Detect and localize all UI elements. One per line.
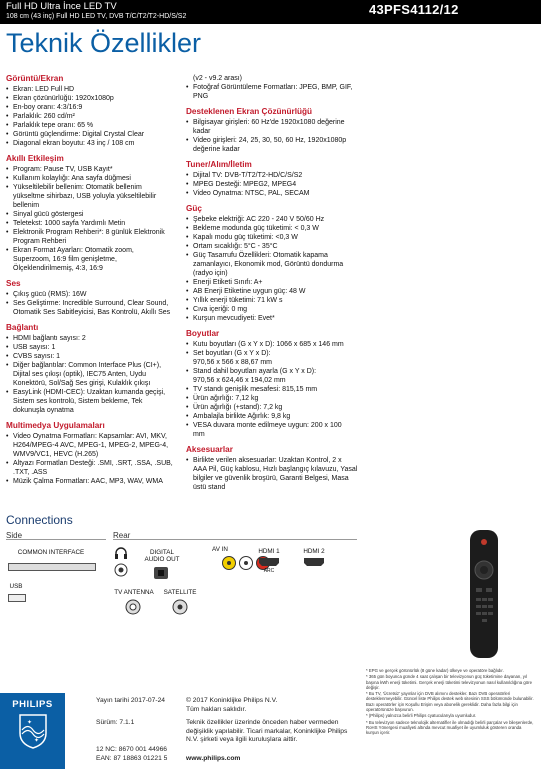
spec-item-continuation: H264/MPEG-4 AVC, MPEG-1, MPEG-2, MPEG-4,	[13, 442, 169, 449]
section-heading: Bağlantı	[6, 323, 39, 332]
publish-date: Yayın tarihi 2017-07-24	[96, 697, 166, 704]
spec-item: • Diğer bağlantılar: Common Interface Plus (CI+),	[6, 361, 178, 370]
footnote: * (Philips) yalnızca belirli Philips cyatucularıyla uyumludur.	[366, 713, 477, 719]
spec-item: • Bilgisayar girişleri: 60 Hz'de 1920x1080 değerine	[186, 118, 358, 127]
section-heading: Desteklenen Ekran Çözünürlüğü	[186, 107, 313, 116]
spec-item: • Ses Geliştirme: Incredible Surround, Clear Sound,	[6, 299, 178, 308]
spec-item: • Görüntü güçlendirme: Digital Crystal Clear	[6, 130, 178, 139]
spec-item: • MPEG Desteği: MPEG2, MPEG4	[186, 180, 358, 189]
hdmi1-label: HDMI 1	[258, 548, 280, 555]
spec-item-continuation: Superzoom, 16:9 film genişletme,	[13, 256, 117, 263]
digital-audio-label-line2: AUDIO OUT	[144, 556, 180, 563]
tv-antenna-label: TV ANTENNA	[114, 589, 154, 596]
spec-item-continuation: kadar	[193, 128, 211, 135]
section-heading: Akıllı Etkileşim	[6, 154, 64, 163]
connections-title: Connections	[6, 513, 73, 527]
spec-item: • CVBS sayısı: 1	[6, 352, 178, 361]
section-heading: Görüntü/Ekran	[6, 74, 64, 83]
spec-item: • Teletekst: 1000 sayfa Yardımlı Metin	[6, 219, 178, 228]
philips-logo-text: PHILIPS	[12, 699, 53, 710]
spec-item-continuation: değerine kadar	[193, 146, 240, 153]
headphone-icon	[114, 546, 128, 560]
spec-item-continuation: 970,56 x 624,46 x 194,02 mm	[193, 377, 286, 384]
spec-item: • Ekran Format Ayarları: Otomatik zoom,	[6, 246, 178, 255]
product-subtitle: 108 cm (43 inç) Full HD LED TV, DVB T/C/T2/T2-HD/S/S2	[6, 13, 187, 20]
arc-label: ARC	[263, 568, 275, 574]
spec-item-continuation: dokunuşla oynatma	[13, 407, 74, 414]
spec-item: • Stand dahil boyutları ayarla (G x Y x D):	[186, 367, 358, 376]
footnote: * 365 gün boyunca günde 4 saat çalışan bir televizyonun güç tüketimine dayanan, yıl başına kWh enerji tüketimi. Gerçek enerji tüketimi televizyonun nasıl kullanıldığına göre değişir.	[366, 674, 532, 690]
spec-item: (v2 - v9.2 arası)	[193, 75, 243, 82]
antenna-port-icon	[125, 599, 141, 615]
spec-column-left	[6, 74, 178, 486]
page-title: Teknik Özellikler	[6, 28, 202, 58]
spec-item-continuation: yükseltme sihirbazı, USB yoluyla yükseltilebilir	[13, 193, 157, 200]
footnote: * EPG ve gerçek görünürlük (8 güne kadar) ülkeye ve operatöre bağlıdır.	[366, 668, 504, 673]
spec-item: • Parlaklık tepe oranı: 65 %	[6, 121, 178, 130]
spec-item: • Elektronik Program Rehberi*: 8 günlük Elektronik	[6, 228, 178, 237]
spec-item-continuation: bilgiler ve güvenlik broşürü, Garanti Belgesi, Masa	[193, 475, 349, 482]
usb-label: USB	[9, 583, 23, 590]
spec-item-continuation: .TXT, .ASS	[13, 469, 48, 476]
digital-audio-label-line1: DIGITAL	[149, 549, 175, 556]
copyright: © 2017 Koninklijke Philips N.V.	[186, 697, 278, 704]
usb-port-icon	[8, 594, 26, 602]
spec-item-continuation: Dijital ses çıkışı (optik), IEC75 Anten, Uydu	[13, 371, 147, 378]
website-link[interactable]: www.philips.com	[186, 755, 241, 762]
footnotes	[366, 668, 534, 737]
spec-item: • Kurşun mevcudiyeti: Evet*	[186, 314, 358, 323]
av-in-label: AV IN	[212, 546, 228, 553]
spec-item: • Video Oynatma: NTSC, PAL, SECAM	[186, 189, 358, 198]
spec-item: • Sinyal gücü göstergesi	[6, 210, 178, 219]
spec-item: • Ortam sıcaklığı: 5°C - 35°C	[186, 242, 358, 251]
spec-item: • TV standı genişlik mesafesi: 815,15 mm	[186, 385, 358, 394]
spec-item: • Kapalı modu güç tüketimi: <0,3 W	[186, 233, 358, 242]
spec-item-continuation: WMV9/VC1, HEVC (H.265)	[13, 451, 99, 458]
spec-item: • Enerji Etiketi Sınıfı: A+	[186, 278, 358, 287]
spec-item: • Birlikte verilen aksesuarlar: Uzaktan Kontrol, 2 x	[186, 456, 358, 465]
common-interface-label: COMMON INTERFACE	[17, 549, 85, 556]
section-heading: Multimedya Uygulamaları	[6, 421, 105, 430]
section-heading: Ses	[6, 279, 21, 288]
digital-audio-label	[140, 549, 184, 563]
spec-item: • Program: Pause TV, USB Kayıt*	[6, 165, 178, 174]
spec-item: • EasyLink (HDMI-CEC): Uzaktan kumanda geçişi,	[6, 388, 178, 397]
spec-item: • Video girişleri: 24, 25, 30, 50, 60 Hz, 1920x1080p	[186, 136, 358, 145]
spec-item: • Kutu boyutları (G x Y x D): 1066 x 685 x 146 mm	[186, 340, 358, 349]
spec-item-continuation: Program Rehberi	[13, 238, 67, 245]
spec-item: • Kullanım kolaylığı: Ana sayfa düğmesi	[6, 174, 178, 183]
svg-text:✦: ✦	[34, 737, 40, 744]
spec-item: • Ambalajla birlikte Ağırlık: 9,8 kg	[186, 412, 358, 421]
spec-item-continuation: Otomatik Ses Sabitleyicisi, Bas Kontrolü, Akıllı Ses	[13, 309, 171, 316]
spec-item: • Altyazı Formatları Desteği: .SMI, .SRT, .SSA, .SUB,	[6, 459, 178, 468]
section-heading: Güç	[186, 204, 202, 213]
spec-item: • Ekran: LED Full HD	[6, 85, 178, 94]
spec-item: • Ürün ağırlığı (+stand): 7,2 kg	[186, 403, 358, 412]
philips-logo	[0, 693, 65, 769]
spec-item-continuation: Sistem ses kontrolü, Sistem bekleme, Tek	[13, 398, 143, 405]
spec-item-continuation: Konektörü, Sol/Sağ Ses girişi, Kulaklık çıkışı	[13, 380, 151, 387]
footnote: * Bu TV, 'Ücretsiz' yayınlar için DVB alımını destekler. Bazı DVB operatörleri desteklenmeyebilir. Güncel liste Philips destek web sitesinin SSS bölümünde bulunabilir. Bazı operatörler için Koşullu Erişim veya abonelik gereklidir. Daha fazla bilgi için operatörünüze başvurun.	[366, 691, 534, 713]
rear-divider	[113, 539, 357, 540]
spec-item: • VESA duvara monte edilmeye uygun: 200 x 100	[186, 421, 358, 430]
spec-item-continuation: üstü stand	[193, 484, 226, 491]
model-number: 43PFS4112/12	[369, 2, 459, 17]
spec-item: • USB sayısı: 1	[6, 343, 178, 352]
spec-item: • AB Enerji Etiketine uygun güç: 48 W	[186, 287, 358, 296]
disclaimer	[186, 719, 347, 745]
disclaimer-line: N.V. şirketi veya ilgili kuruluşlara aittir.	[186, 736, 298, 743]
spec-item: • Dijital TV: DVB-T/T2/T2-HD/C/S/S2	[186, 171, 358, 180]
footnote: * Bu televizyon sadece teknolojik alternatifler ile olmadığı belirli parçalar ve bileşenlerde, RoHS Yönergesi muafiyeti altında mevcut muafiyet ile uyumluluk gösteren oranda kurşun içerir.	[366, 719, 534, 736]
spec-item: • Diagonal ekran boyutu: 43 inç / 108 cm	[6, 139, 178, 148]
optical-port-icon	[153, 566, 169, 580]
spec-item: • Yıllık enerji tüketimi: 71 kW s	[186, 296, 358, 305]
satellite-port-icon	[172, 599, 188, 615]
ean-code: EAN: 87 18863 01221 5	[96, 755, 168, 762]
product-name: Full HD Ultra İnce LED TV	[6, 1, 117, 12]
spec-item: • Yükseltilebilir bellenim: Otomatik bellenim	[6, 183, 178, 192]
hdmi2-label: HDMI 2	[303, 548, 325, 555]
satellite-label: SATELLITE	[163, 589, 197, 596]
header-bar	[0, 0, 541, 24]
spec-item: • Parlaklık: 260 cd/m²	[6, 112, 178, 121]
spec-item: • Set boyutları (G x Y x D):	[186, 349, 358, 358]
spec-item: • Cıva içeriği: 0 mg	[186, 305, 358, 314]
spec-item: • Şebeke elektriği: AC 220 - 240 V 50/60 Hz	[186, 215, 358, 224]
spec-item: • Güç Tasarrufu Özellikleri: Otomatik kapama	[186, 251, 358, 260]
rear-label: Rear	[113, 531, 131, 540]
spec-item-continuation: (radyo için)	[193, 270, 228, 277]
spec-item: • Ürün ağırlığı: 7,12 kg	[186, 394, 358, 403]
nc-code: 12 NC: 8670 001 44966	[96, 746, 168, 753]
headphone-jack-icon	[114, 563, 128, 577]
spec-item-continuation: zamanlayıcı, Ekonomik mod, Görüntü dondurma	[193, 261, 344, 268]
spec-item: • Çıkış gücü (RMS): 16W	[6, 290, 178, 299]
spec-item: • HDMI bağlantı sayısı: 2	[6, 334, 178, 343]
section-heading: Boyutlar	[186, 329, 220, 338]
spec-item: PNG	[193, 93, 209, 100]
spec-item-continuation: AAA Pil, Güç kablosu, Hızlı başlangıç kılavuzu, Yasal	[193, 466, 358, 473]
spec-item-continuation: mm	[193, 431, 205, 438]
spec-item-continuation: 970,56 x 566 x 88,67 mm	[193, 359, 272, 366]
section-heading: Aksesuarlar	[186, 445, 233, 454]
spec-item-continuation: bellenim	[13, 202, 40, 209]
philips-shield-icon	[18, 713, 48, 749]
spec-item: • Fotoğraf Görüntüleme Formatları: JPEG, BMP, GIF,	[186, 83, 358, 92]
section-heading: Tuner/Alım/İletim	[186, 160, 252, 169]
spec-item: • Ekran çözünürlüğü: 1920x1080p	[6, 94, 178, 103]
svg-text:✦: ✦	[27, 719, 33, 726]
spec-item: • Bekleme modunda güç tüketimi: < 0,3 W	[186, 224, 358, 233]
side-label: Side	[6, 531, 23, 540]
remote-control-icon	[467, 528, 501, 660]
hdmi2-port-icon	[303, 557, 325, 567]
disclaimer-line: değişiklik yapılabilir. Ticari markalar, Koninklijke Philips	[186, 727, 348, 735]
spec-item-continuation: Ölçeklendirilmemiş, 4:3, 16:9	[13, 265, 103, 272]
spec-column-right	[186, 74, 358, 492]
spec-item: • Video Oynatma Formatları: Kapsamlar: AVI, MKV,	[6, 432, 178, 441]
common-interface-slot-icon	[8, 563, 96, 571]
spec-item: • Müzik Çalma Formatları: AAC, MP3, WAV, WMA	[6, 477, 178, 486]
version: Sürüm: 7.1.1	[96, 719, 135, 726]
hdmi1-port-icon	[258, 557, 280, 567]
disclaimer-line: Teknik özellikler üzerinde önceden haber vermeden	[186, 719, 339, 726]
rights: Tüm hakları saklıdır.	[186, 706, 247, 713]
spec-item: • En-boy oranı: 4:3/16:9	[6, 103, 178, 112]
